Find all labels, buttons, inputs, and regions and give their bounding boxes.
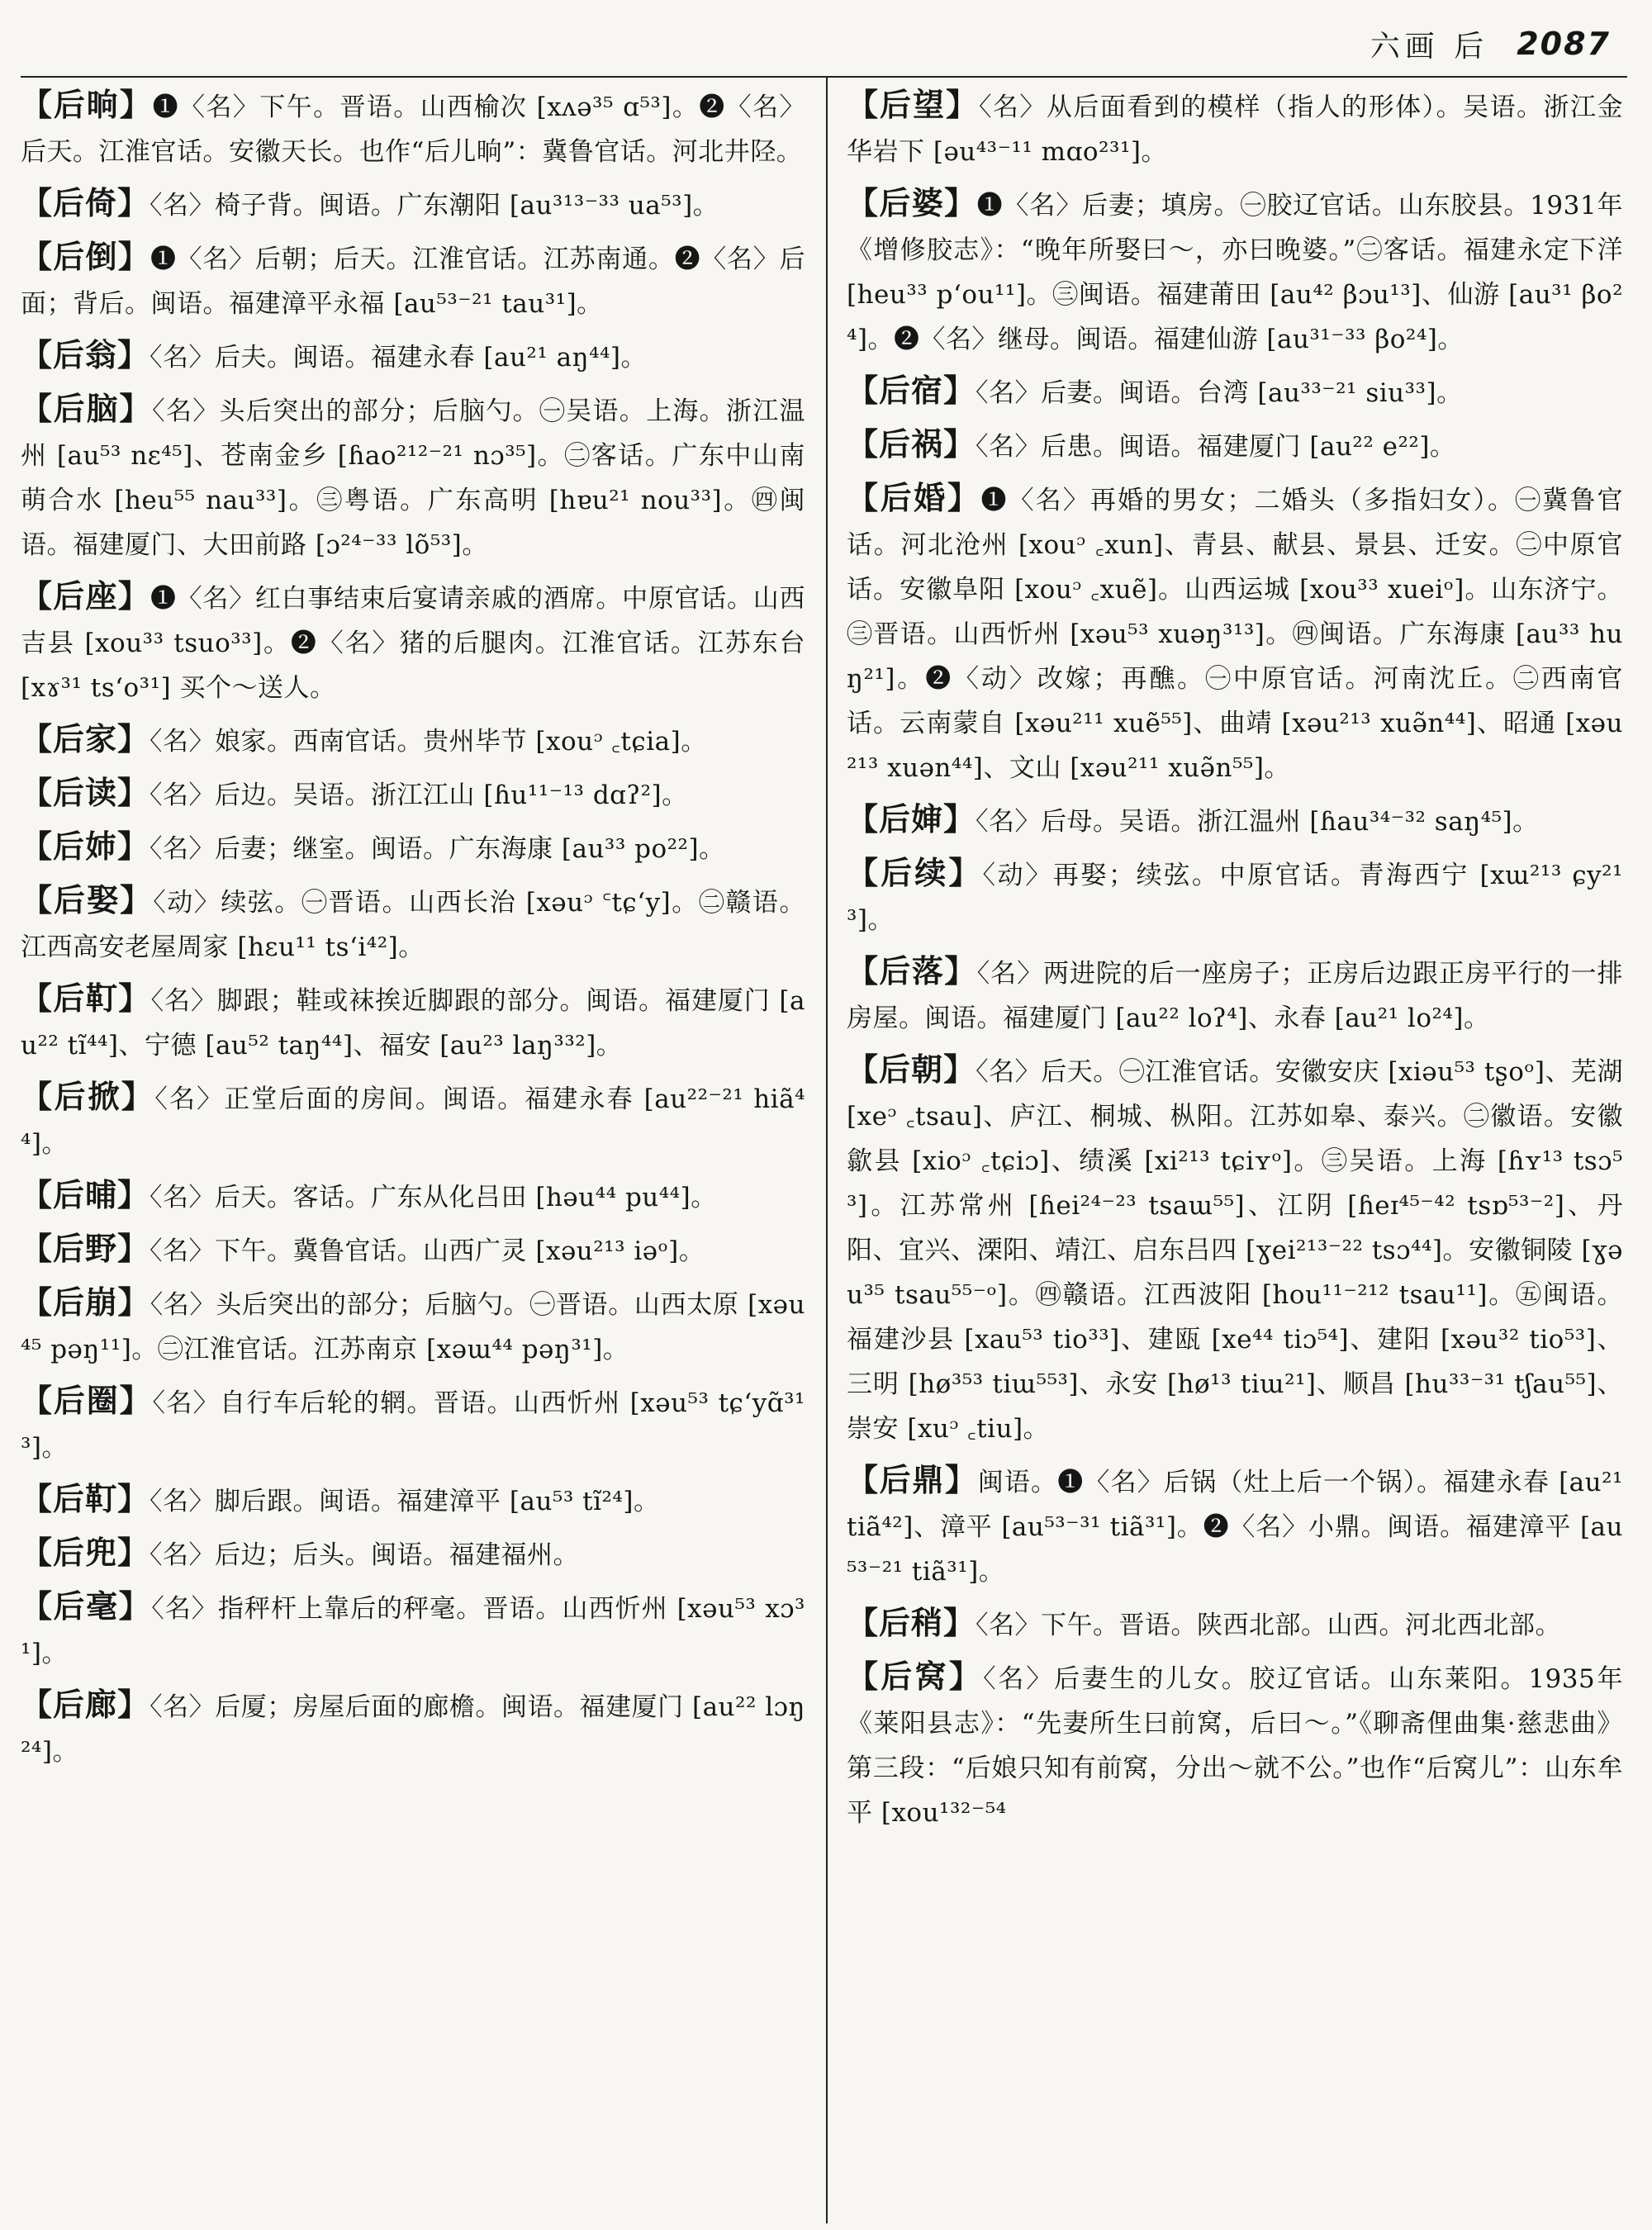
entry-definition: 〈名〉后夫。闽语。福建永春 [au²¹ aŋ⁴⁴]。	[150, 343, 648, 372]
dictionary-entry	[847, 949, 1623, 1041]
entry-definition: 〈名〉后患。闽语。福建厦门 [au²² e²²]。	[976, 432, 1456, 462]
entry-headword: 【后翁】	[21, 336, 150, 373]
entry-headword: 【后落】	[847, 952, 977, 989]
entry-headword: 【后家】	[21, 720, 150, 757]
dictionary-entry	[21, 83, 805, 174]
dictionary-entry	[21, 181, 805, 228]
entry-headword: 【后圈】	[21, 1382, 153, 1419]
entry-definition: 〈名〉指秤杆上靠后的秤毫。晋语。山西忻州 [xəu⁵³ xɔ³¹]。	[21, 1594, 805, 1668]
dictionary-entry	[21, 824, 805, 871]
entry-headword: 【后倒】	[21, 238, 150, 275]
entry-definition: ❶〈名〉红白事结束后宴请亲戚的酒席。中原官话。山西吉县 [xou³³ tsuo³³]。❷〈名〉猪的后腿肉。江淮官话。江苏东台 [xɤ³¹ tsʻo³¹] 买个～送人。	[21, 584, 805, 703]
entry-headword: 【后崩】	[21, 1283, 150, 1321]
dictionary-entry	[21, 1682, 805, 1774]
dictionary-entry	[847, 851, 1623, 942]
dictionary-entry	[847, 1601, 1623, 1648]
entry-definition: 〈名〉后妻。闽语。台湾 [au³³⁻²¹ siu³³]。	[976, 378, 1463, 408]
entry-headword: 【后晡】	[21, 1176, 150, 1213]
dictionary-entry	[21, 976, 805, 1068]
entry-definition: 〈名〉后妻生的儿女。胶辽官话。山东莱阳。1935年《莱阳县志》：“先妻所生曰前窝，后曰～。”《聊斋俚曲集·慈悲曲》第三段：“后娘只知有前窝，分出～就不公。”也作“后窝儿”：山东牟平 [xou¹³²⁻⁵⁴	[847, 1664, 1623, 1828]
entry-headword: 【后望】	[847, 86, 979, 123]
entry-definition: 〈名〉从后面看到的模样（指人的形体）。吴语。浙江金华岩下 [əu⁴³⁻¹¹ mɑo²³¹]。	[847, 93, 1623, 167]
entry-definition: 〈名〉两进院的后一座房子；正房后边跟正房平行的一排房屋。闽语。福建厦门 [au²² loʔ⁴]、永春 [au²¹ lo²⁴]。	[847, 959, 1623, 1033]
right-column	[847, 83, 1623, 1842]
entry-headword: 【后毫】	[21, 1587, 152, 1625]
entry-headword: 【后娶】	[21, 881, 154, 918]
entry-definition: 〈名〉娘家。西南官话。贵州毕节 [xouᵓ ꜀tɕia]。	[150, 727, 707, 757]
entry-definition: 〈名〉后母。吴语。浙江温州 [ɦau³⁴⁻³² saŋ⁴⁵]。	[976, 807, 1539, 837]
entry-definition: 〈名〉脚后跟。闽语。福建漳平 [au⁵³ tĩ²⁴]。	[150, 1487, 660, 1516]
dictionary-entry	[847, 476, 1623, 790]
entry-headword: 【后婚】	[847, 479, 981, 516]
entry-headword: 【后晌】	[21, 86, 153, 123]
entry-definition: ❶〈名〉下午。晋语。山西榆次 [xʌə³⁵ ɑ⁵³]。❷〈名〉后天。江淮官话。安徽天长。也作“后儿晌”：冀鲁官话。河北井陉。	[21, 93, 805, 167]
dictionary-entry	[21, 1075, 805, 1166]
entry-definition: 〈名〉后厦；房屋后面的廊檐。闽语。福建厦门 [au²² lɔŋ²⁴]。	[21, 1692, 805, 1767]
entry-headword: 【后座】	[21, 577, 150, 614]
column-divider	[826, 76, 828, 2223]
dictionary-entry	[21, 1378, 805, 1470]
entry-headword: 【后姉】	[21, 828, 150, 865]
entry-headword: 【后朝】	[847, 1051, 976, 1088]
entry-definition: 闽语。❶〈名〉后锅（灶上后一个锅）。福建永春 [au²¹ tiã⁴²]、漳平 [au⁵³⁻³¹ tiã³¹]。❷〈名〉小鼎。闽语。福建漳平 [au⁵³⁻²¹ tiã³¹]。	[847, 1468, 1623, 1587]
dictionary-entry	[847, 83, 1623, 174]
left-column	[21, 83, 805, 1781]
entry-headword: 【后宿】	[847, 372, 976, 409]
entry-definition: 〈名〉下午。晋语。陕西北部。山西。河北西北部。	[976, 1611, 1562, 1640]
entry-definition: 〈名〉后边；后头。闽语。福建福州。	[150, 1540, 580, 1570]
entry-definition: ❶〈名〉后妻；填房。㊀胶辽官话。山东胶县。1931年《增修胶志》：“晚年所娶曰～，亦曰晚婆。”㊁客话。福建永定下洋 [heu³³ pʻou¹¹]。㊂闽语。福建莆田 [au⁴² βɔu¹³]、仙游 [au³¹ βo²⁴]。❷〈名〉继母。闽语。福建仙游 [au³¹⁻³³ βo²⁴]。	[847, 191, 1623, 354]
entry-definition: ❶〈名〉再婚的男女；二婚头（多指妇女）。㊀冀鲁官话。河北沧州 [xouᵓ ꜀xun]、青县、献县、景县、迁安。㊁中原官话。安徽阜阳 [xouᵓ ꜀xuẽ]。山西运城 [xou³³ xueiᵒ]。山东济宁。㊂晋语。山西忻州 [xəu⁵³ xuəŋ³¹³]。㊃闽语。广东海康 [au³³ huŋ²¹]。❷〈动〉改嫁；再醮。㊀中原官话。河南沈丘。㊁西南官话。云南蒙自 [xəu²¹¹ xuẽ⁵⁵]、曲靖 [xəu²¹³ xuə̃n⁴⁴]、昭通 [xəu²¹³ xuən⁴⁴]、文山 [xəu²¹¹ xuə̃n⁵⁵]。	[847, 486, 1623, 783]
header-rule	[21, 76, 1627, 78]
dictionary-entry	[847, 1047, 1623, 1451]
dictionary-entry	[847, 181, 1623, 362]
entry-headword: 【后兜】	[21, 1534, 150, 1571]
dictionary-entry	[21, 1584, 805, 1676]
section-label: 六画 后	[1370, 29, 1489, 64]
entry-definition: 〈名〉自行车后轮的辋。晋语。山西忻州 [xəu⁵³ tɕʻyɑ̃³¹³]。	[21, 1388, 805, 1463]
entry-headword: 【后掀】	[21, 1078, 155, 1115]
entry-headword: 【后窝】	[847, 1658, 984, 1695]
entry-headword: 【后靪】	[21, 980, 151, 1017]
entry-headword: 【后婶】	[847, 800, 976, 837]
entry-definition: 〈名〉头后突出的部分；后脑勺。㊀晋语。山西太原 [xəu⁴⁵ pəŋ¹¹]。㊁江淮官话。江苏南京 [xəɯ⁴⁴ pəŋ³¹]。	[21, 1290, 805, 1364]
entry-headword: 【后续】	[847, 854, 983, 891]
dictionary-entry	[847, 1654, 1623, 1835]
entry-headword: 【后稍】	[847, 1604, 976, 1641]
entry-headword: 【后野】	[21, 1230, 150, 1267]
dictionary-entry	[21, 1530, 805, 1578]
dictionary-entry	[21, 387, 805, 567]
dictionary-entry	[21, 1280, 805, 1372]
dictionary-entry	[21, 1477, 805, 1524]
entry-headword: 【后读】	[21, 774, 150, 811]
entry-definition: 〈名〉下午。冀鲁官话。山西广灵 [xəu²¹³ iəᵒ]。	[150, 1236, 705, 1266]
dictionary-entry	[847, 797, 1623, 844]
entry-definition: 〈名〉椅子背。闽语。广东潮阳 [au³¹³⁻³³ ua⁵³]。	[150, 191, 719, 221]
dictionary-entry	[21, 1173, 805, 1220]
entry-headword: 【后婆】	[847, 184, 977, 221]
entry-definition: 〈名〉后边。吴语。浙江江山 [ɦu¹¹⁻¹³ dɑʔ²]。	[150, 780, 688, 810]
entry-headword: 【后廊】	[21, 1686, 150, 1723]
dictionary-entry	[847, 422, 1623, 469]
entry-definition: ❶〈名〉后朝；后天。江淮官话。江苏南通。❷〈名〉后面；背后。闽语。福建漳平永福 [au⁵³⁻²¹ tau³¹]。	[21, 244, 805, 319]
dictionary-entry	[847, 1458, 1623, 1594]
dictionary-entry	[21, 771, 805, 818]
page-header	[1247, 15, 1611, 73]
entry-definition: 〈名〉正堂后面的房间。闽语。福建永春 [au²²⁻²¹ hiã⁴⁴]。	[21, 1084, 805, 1159]
entry-headword: 【后鼎】	[847, 1461, 978, 1498]
entry-headword: 【后倚】	[21, 184, 150, 221]
dictionary-entry	[21, 574, 805, 710]
dictionary-entry	[21, 235, 805, 326]
entry-headword: 【后祸】	[847, 425, 976, 463]
dictionary-entry	[21, 1226, 805, 1274]
entry-definition: 〈名〉脚跟；鞋或袜挨近脚跟的部分。闽语。福建厦门 [au²² tĩ⁴⁴]、宁德 [au⁵² taŋ⁴⁴]、福安 [au²³ laŋ³³²]。	[21, 986, 805, 1060]
dictionary-entry	[21, 717, 805, 764]
entry-definition: 〈名〉后妻；继室。闽语。广东海康 [au³³ po²²]。	[150, 834, 725, 864]
entry-headword: 【后靪】	[21, 1480, 150, 1517]
entry-definition: 〈名〉后天。客话。广东从化吕田 [həu⁴⁴ pu⁴⁴]。	[150, 1183, 717, 1212]
page-number: 2087	[1517, 26, 1611, 62]
dictionary-entry	[21, 878, 805, 970]
entry-definition: 〈动〉续弦。㊀晋语。山西长治 [xəuᵓ ꜂tɕʻy]。㊁赣语。江西高安老屋周家 [hɛu¹¹ tsʻi⁴²]。	[21, 888, 805, 962]
dictionary-entry	[21, 333, 805, 380]
dictionary-entry	[847, 368, 1623, 415]
entry-definition: 〈名〉头后突出的部分；后脑勺。㊀吴语。上海。浙江温州 [au⁵³ nɛ⁴⁵]、苍南金乡 [ɦao²¹²⁻²¹ nɔ³⁵]。㊁客话。广东中山南萌合水 [heu⁵⁵ nau³³]。㊂粤语。广东高明 [hɐu²¹ nou³³]。㊃闽语。福建厦门、大田前路 [ɔ²⁴⁻³³ lõ⁵³]。	[21, 396, 805, 560]
entry-definition: 〈动〉再娶；续弦。中原官话。青海西宁 [xɯ²¹³ ɕy²¹³]。	[847, 861, 1623, 935]
entry-headword: 【后脑】	[21, 390, 153, 427]
entry-definition: 〈名〉后天。㊀江淮官话。安徽安庆 [xiəu⁵³ tʂoᵒ]、芜湖 [xeᵓ ꜀tsau]、庐江、桐城、枞阳。江苏如皋、泰兴。㊁徽语。安徽歙县 [xioᵓ ꜀tɕiɔ]、绩溪 [xi²¹³ tɕiʏᵒ]。㊂吴语。上海 [ɦʏ¹³ tsɔ⁵³]。江苏常州 [ɦei²⁴⁻²³ tsaɯ⁵⁵]、江阴 [ɦeɪ⁴⁵⁻⁴² tsɒ⁵³⁻²]、丹阳、宜兴、溧阳、靖江、启东吕四 [ɣei²¹³⁻²² tsɔ⁴⁴]。安徽铜陵 [ɣəu³⁵ tsau⁵⁵⁻ᵒ]。㊃赣语。江西波阳 [hou¹¹⁻²¹² tsau¹¹]。㊄闽语。福建沙县 [xau⁵³ tio³³]、建瓯 [xe⁴⁴ tiɔ⁵⁴]、建阳 [xəu³² tio⁵³]、三明 [hø³⁵³ tiɯ⁵⁵³]、永安 [hø¹³ tiɯ²¹]、顺昌 [hu³³⁻³¹ tʃau⁵⁵]、崇安 [xuᵓ ꜀tiu]。	[847, 1057, 1623, 1444]
